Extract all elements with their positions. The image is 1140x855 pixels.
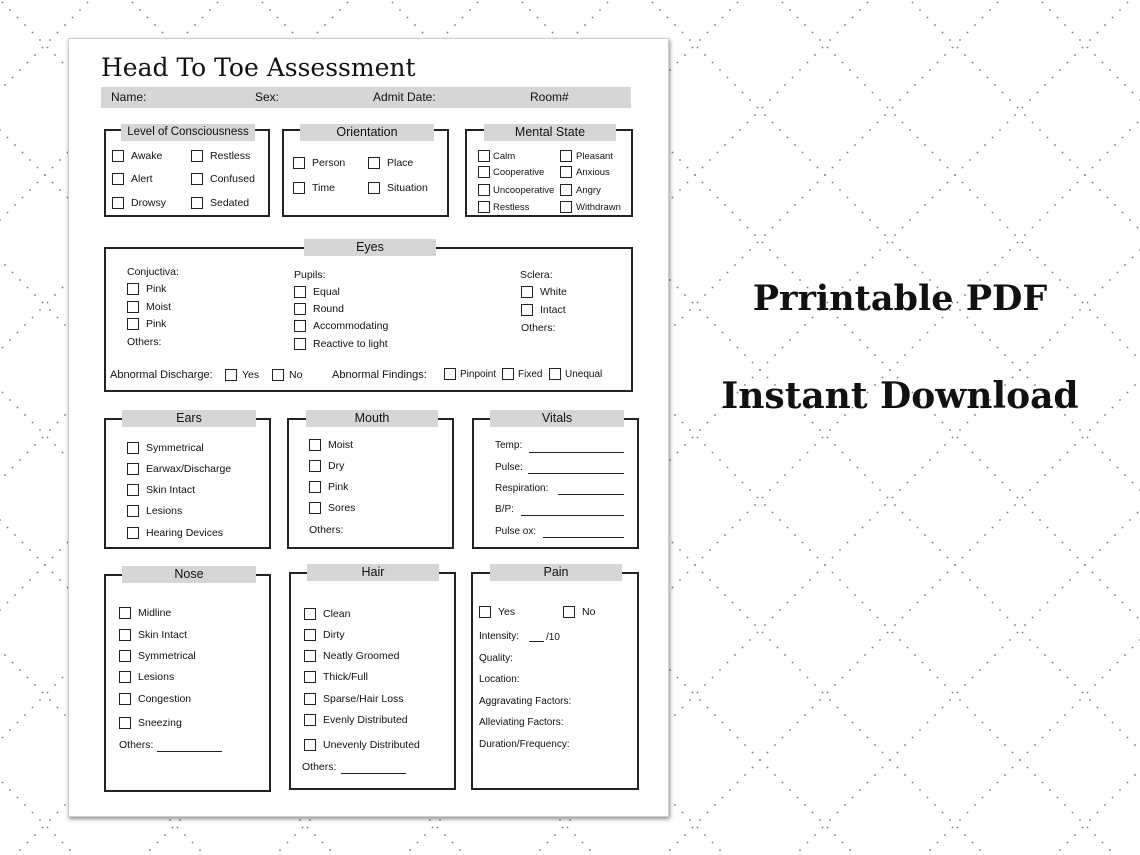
pulse-label: Pulse: (495, 462, 523, 473)
checkbox-ears-lesions[interactable]: Lesions (127, 505, 182, 517)
abnormal-discharge-label: Abnormal Discharge: (110, 369, 213, 381)
nose-section (104, 567, 271, 792)
checkbox-restless-mental[interactable]: Restless (478, 201, 529, 213)
checkbox-restless[interactable]: Restless (191, 150, 250, 162)
hair-section (289, 565, 456, 790)
intensity-line[interactable] (529, 641, 544, 642)
checkbox-icon[interactable] (112, 173, 124, 185)
pain-section (471, 565, 639, 790)
duration-label: Duration/Frequency: (479, 739, 570, 750)
intensity-suffix: /10 (546, 632, 560, 643)
checkbox-nose-lesions[interactable]: Lesions (119, 671, 174, 683)
checkbox-icon[interactable] (294, 286, 306, 298)
mental-state-header: Mental State (484, 124, 616, 141)
checkbox-icon[interactable] (127, 442, 139, 454)
orientation-header: Orientation (300, 124, 434, 141)
checkbox-icon[interactable] (304, 693, 316, 705)
checkbox-nose-skin-intact[interactable]: Skin Intact (119, 629, 187, 641)
checkbox-icon[interactable] (294, 320, 306, 332)
checkbox-ears-skin-intact[interactable]: Skin Intact (127, 484, 195, 496)
abnormal-findings-label: Abnormal Findings: (332, 369, 427, 381)
room-label: Room# (530, 90, 569, 104)
nose-others-line[interactable] (157, 751, 222, 752)
ears-header: Ears (122, 410, 256, 427)
mouth-others-label: Others: (309, 524, 344, 536)
checkbox-icon[interactable] (304, 714, 316, 726)
hair-header: Hair (307, 564, 439, 581)
checkbox-hair-unevenly[interactable]: Unevenly Distributed (304, 739, 420, 751)
vitals-header: Vitals (490, 410, 624, 427)
checkbox-icon[interactable] (127, 484, 139, 496)
nose-header: Nose (122, 566, 256, 583)
temp-line[interactable] (529, 452, 624, 453)
checkbox-icon[interactable] (119, 717, 131, 729)
assessment-sheet (68, 38, 669, 817)
checkbox-icon[interactable] (304, 671, 316, 683)
checkbox-pain-yes[interactable]: Yes (479, 606, 515, 618)
checkbox-confused[interactable]: Confused (191, 173, 255, 185)
checkbox-icon[interactable] (127, 283, 139, 295)
checkbox-mouth-pink[interactable]: Pink (309, 481, 348, 493)
ears-section (104, 411, 271, 549)
orientation-section (282, 125, 449, 217)
sclera-others-label: Others: (521, 322, 556, 334)
checkbox-hair-dirty[interactable]: Dirty (304, 629, 345, 641)
checkbox-icon[interactable] (309, 502, 321, 514)
checkbox-icon[interactable] (478, 150, 490, 162)
checkbox-icon[interactable] (272, 369, 284, 381)
sclera-label: Sclera: (520, 269, 553, 281)
checkbox-pupils-reactive[interactable]: Reactive to light (294, 338, 388, 350)
checkbox-withdrawn[interactable]: Withdrawn (560, 201, 621, 213)
checkbox-ears-hearing-devices[interactable]: Hearing Devices (127, 527, 223, 539)
mouth-section (287, 411, 454, 549)
checkbox-icon[interactable] (127, 301, 139, 313)
checkbox-icon[interactable] (112, 197, 124, 209)
checkbox-sclera-intact[interactable]: Intact (521, 304, 566, 316)
checkbox-icon[interactable] (119, 693, 131, 705)
consciousness-header: Level of Consciousness (121, 124, 255, 141)
checkbox-alert[interactable]: Alert (112, 173, 153, 185)
checkbox-icon[interactable] (521, 286, 533, 298)
checkbox-icon[interactable] (127, 527, 139, 539)
checkbox-icon[interactable] (563, 606, 575, 618)
checkbox-calm[interactable]: Calm (478, 150, 515, 162)
checkbox-icon[interactable] (368, 157, 380, 169)
checkbox-icon[interactable] (478, 166, 490, 178)
checkbox-icon[interactable] (304, 650, 316, 662)
hair-others-label: Others: (302, 761, 337, 773)
bp-label: B/P: (495, 504, 514, 515)
checkbox-pleasant[interactable]: Pleasant (560, 150, 613, 162)
checkbox-icon[interactable] (119, 671, 131, 683)
checkbox-icon[interactable] (191, 173, 203, 185)
consciousness-section (104, 126, 270, 217)
checkbox-nose-congestion[interactable]: Congestion (119, 693, 191, 705)
checkbox-icon[interactable] (560, 184, 572, 196)
checkbox-icon[interactable] (560, 150, 572, 162)
checkbox-icon[interactable] (479, 606, 491, 618)
checkbox-sclera-white[interactable]: White (521, 286, 567, 298)
checkbox-discharge-yes[interactable]: Yes (225, 369, 259, 381)
checkbox-conjuctiva-pink[interactable]: Pink (127, 283, 166, 295)
checkbox-icon[interactable] (112, 150, 124, 162)
checkbox-icon[interactable] (478, 201, 490, 213)
checkbox-icon[interactable] (368, 182, 380, 194)
checkbox-icon[interactable] (560, 201, 572, 213)
checkbox-awake[interactable]: Awake (112, 150, 162, 162)
mental-state-section (465, 125, 633, 217)
temp-label: Temp: (495, 440, 523, 451)
checkbox-icon[interactable] (127, 318, 139, 330)
checkbox-icon[interactable] (549, 368, 561, 380)
conjuctiva-others-label: Others: (127, 336, 162, 348)
promo-line-1: Prrintable PDF (752, 278, 1048, 319)
hair-others-line[interactable] (341, 773, 406, 774)
respiration-line[interactable] (558, 494, 624, 495)
checkbox-icon[interactable] (127, 505, 139, 517)
checkbox-icon[interactable] (119, 650, 131, 662)
checkbox-icon[interactable] (191, 150, 203, 162)
checkbox-sedated[interactable]: Sedated (191, 197, 249, 209)
checkbox-icon[interactable] (294, 338, 306, 350)
checkbox-pupils-accommodating[interactable]: Accommodating (294, 320, 388, 332)
checkbox-icon[interactable] (304, 608, 316, 620)
checkbox-conjuctiva-pink-2[interactable]: Pink (127, 318, 166, 330)
checkbox-situation[interactable]: Situation (368, 182, 428, 194)
checkbox-hair-evenly[interactable]: Evenly Distributed (304, 714, 408, 726)
checkbox-uncooperative[interactable]: Uncooperative (478, 184, 554, 196)
bp-line[interactable] (521, 515, 624, 516)
checkbox-drowsy[interactable]: Drowsy (112, 197, 166, 209)
checkbox-findings-fixed[interactable]: Fixed (502, 368, 542, 380)
conjuctiva-label: Conjuctiva: (127, 266, 179, 278)
checkbox-findings-pinpoint[interactable]: Pinpoint (444, 368, 496, 380)
name-label: Name: (111, 90, 147, 104)
checkbox-hair-sparse[interactable]: Sparse/Hair Loss (304, 693, 404, 705)
checkbox-ears-earwax[interactable]: Earwax/Discharge (127, 463, 231, 475)
mouth-header: Mouth (306, 410, 438, 427)
checkbox-mouth-dry[interactable]: Dry (309, 460, 344, 472)
checkbox-cooperative[interactable]: Cooperative (478, 166, 544, 178)
checkbox-nose-symmetrical[interactable]: Symmetrical (119, 650, 196, 662)
pain-header: Pain (490, 564, 622, 581)
pulse-line[interactable] (528, 473, 624, 474)
checkbox-icon[interactable] (119, 607, 131, 619)
alleviating-label: Alleviating Factors: (479, 717, 564, 728)
sex-label: Sex: (255, 90, 280, 104)
checkbox-hair-neatly-groomed[interactable]: Neatly Groomed (304, 650, 399, 662)
nose-others-label: Others: (119, 739, 154, 751)
eyes-section (104, 240, 633, 392)
checkbox-icon[interactable] (304, 629, 316, 641)
checkbox-icon[interactable] (294, 303, 306, 315)
checkbox-icon[interactable] (225, 369, 237, 381)
location-label: Location: (479, 674, 520, 685)
pulse-ox-line[interactable] (543, 537, 624, 538)
checkbox-icon[interactable] (191, 197, 203, 209)
checkbox-anxious[interactable]: Anxious (560, 166, 610, 178)
aggravating-label: Aggravating Factors: (479, 696, 572, 707)
checkbox-pupils-equal[interactable]: Equal (294, 286, 340, 298)
checkbox-icon[interactable] (444, 368, 456, 380)
checkbox-nose-sneezing[interactable]: Sneezing (119, 717, 182, 729)
checkbox-time[interactable]: Time (293, 182, 335, 194)
checkbox-icon[interactable] (127, 463, 139, 475)
pupils-label: Pupils: (294, 269, 326, 281)
checkbox-icon[interactable] (478, 184, 490, 196)
checkbox-icon[interactable] (304, 739, 316, 751)
checkbox-angry[interactable]: Angry (560, 184, 601, 196)
form-title: Head To Toe Assessment (101, 53, 416, 82)
checkbox-icon[interactable] (521, 304, 533, 316)
checkbox-ears-symmetrical[interactable]: Symmetrical (127, 442, 204, 454)
checkbox-hair-thick-full[interactable]: Thick/Full (304, 671, 368, 683)
respiration-label: Respiration: (495, 483, 549, 494)
checkbox-findings-unequal[interactable]: Unequal (549, 368, 602, 380)
checkbox-hair-clean[interactable]: Clean (304, 608, 350, 620)
vitals-section (472, 411, 639, 549)
checkbox-nose-midline[interactable]: Midline (119, 607, 171, 619)
checkbox-icon[interactable] (293, 157, 305, 169)
checkbox-person[interactable]: Person (293, 157, 345, 169)
checkbox-icon[interactable] (309, 460, 321, 472)
checkbox-icon[interactable] (293, 182, 305, 194)
promo-line-2: Instant Download (721, 375, 1079, 417)
checkbox-icon[interactable] (309, 481, 321, 493)
checkbox-icon[interactable] (560, 166, 572, 178)
checkbox-mouth-sores[interactable]: Sores (309, 502, 355, 514)
checkbox-icon[interactable] (119, 629, 131, 641)
eyes-header: Eyes (304, 239, 436, 256)
checkbox-discharge-no[interactable]: No (272, 369, 302, 381)
checkbox-icon[interactable] (309, 439, 321, 451)
quality-label: Quality: (479, 653, 513, 664)
checkbox-mouth-moist[interactable]: Moist (309, 439, 353, 451)
intensity-label: Intensity: (479, 631, 520, 642)
checkbox-conjuctiva-moist[interactable]: Moist (127, 301, 171, 313)
checkbox-pupils-round[interactable]: Round (294, 303, 344, 315)
pulse-ox-label: Pulse ox: (495, 526, 537, 537)
checkbox-icon[interactable] (502, 368, 514, 380)
patient-info-bar (101, 87, 631, 108)
checkbox-place[interactable]: Place (368, 157, 413, 169)
admit-date-label: Admit Date: (373, 90, 436, 104)
checkbox-pain-no[interactable]: No (563, 606, 595, 618)
